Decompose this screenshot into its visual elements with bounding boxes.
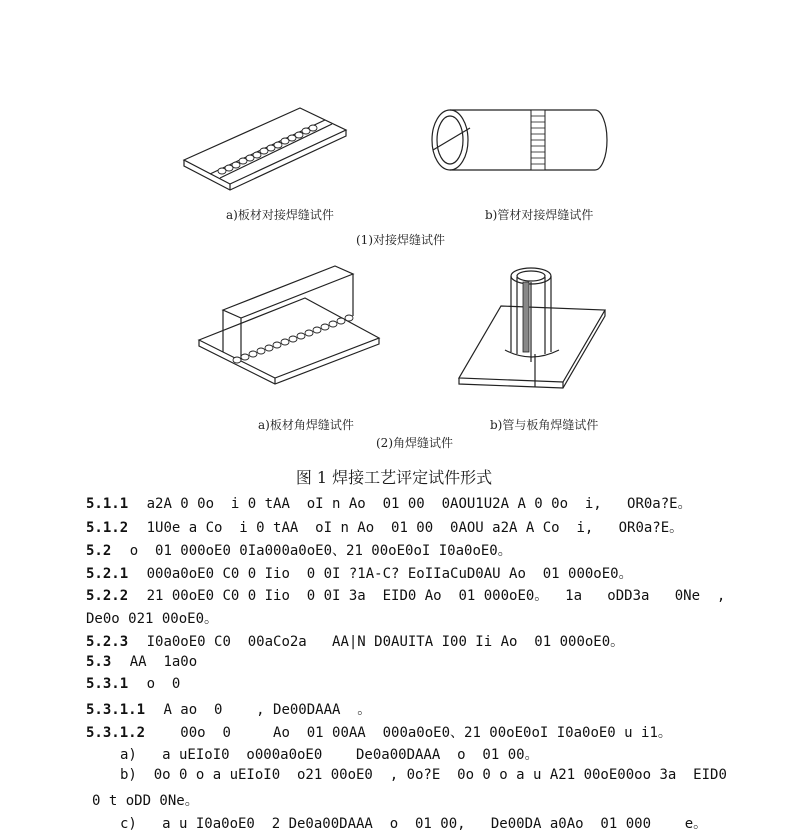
- plate-butt-caption: a)板材对接焊缝试件: [226, 208, 334, 222]
- text-line: 5.3.1.1 A ao 0 , De00DAAA 。: [86, 702, 372, 718]
- figure-title: 图 1 焊接工艺评定试件形式: [295, 468, 493, 487]
- group2-caption: (2)角焊缝试件: [376, 436, 453, 450]
- text-line: c) a u I0a0oE0 2 De0a00DAAA o 01 00, De00DA a0Ao 01 000 e。: [120, 816, 708, 832]
- pipe-plate-caption: b)管与板角焊缝试件: [490, 418, 599, 432]
- text-line: 5.2.1 000a0oE0 C0 0 Iio 0 0I ?1A-C? EoIIaCuD0AU Ao 01 000oE0。: [86, 566, 633, 582]
- pipe-butt-caption: b)管材对接焊缝试件: [485, 208, 594, 222]
- text-line: 5.3 AA 1a0o: [86, 654, 198, 670]
- text-line: 0 t oDD 0Ne。: [92, 793, 199, 809]
- text-line: 5.1.2 1U0e a Co i 0 tAA oI n Ao 01 00 0AOU a2A A Co i, OR0a?E。: [86, 520, 684, 536]
- pipe-butt-weld-figure: [425, 100, 610, 180]
- text-line: b) 0o 0 o a uEIoI0 o21 00oE0 , 0o?E 0o 0 o a u A21 00oE00oo 3a EID0: [120, 767, 727, 783]
- text-line: 5.3.1.2 00o 0 Ao 01 00AA 000a0oE0、21 00oE0oI I0a0oE0 u i1。: [86, 725, 672, 741]
- plate-butt-weld-figure: [180, 100, 350, 195]
- text-line: 5.2.3 I0a0oE0 C0 00aCo2a AA|N D0AUITA I00 Ii Ao 01 000oE0。: [86, 634, 625, 650]
- text-line: De0o 021 00oE0。: [86, 611, 219, 627]
- plate-fillet-caption: a)板材角焊缝试件: [258, 418, 354, 432]
- text-line: 5.2.2 21 00oE0 C0 0 Iio 0 0I 3a EID0 Ao 01 000oE0。 1a oDD3a 0Ne ,: [86, 588, 726, 604]
- plate-fillet-weld-figure: [195, 260, 385, 385]
- text-line: a) a uEIoI0 o000a0oE0 De0a00DAAA o 01 00。: [120, 747, 539, 763]
- group1-caption: (1)对接焊缝试件: [356, 233, 445, 247]
- text-line: 5.1.1 a2A 0 0o i 0 tAA oI n Ao 01 00 0AOU1U2A A 0 0o i, OR0a?E。: [86, 496, 692, 512]
- text-line: 5.3.1 o 0: [86, 676, 181, 692]
- text-line: 5.2 o 01 000oE0 0Ia000a0oE0、21 00oE0oI I0a0oE0。: [86, 543, 512, 559]
- pipe-plate-fillet-weld-figure: [455, 262, 615, 390]
